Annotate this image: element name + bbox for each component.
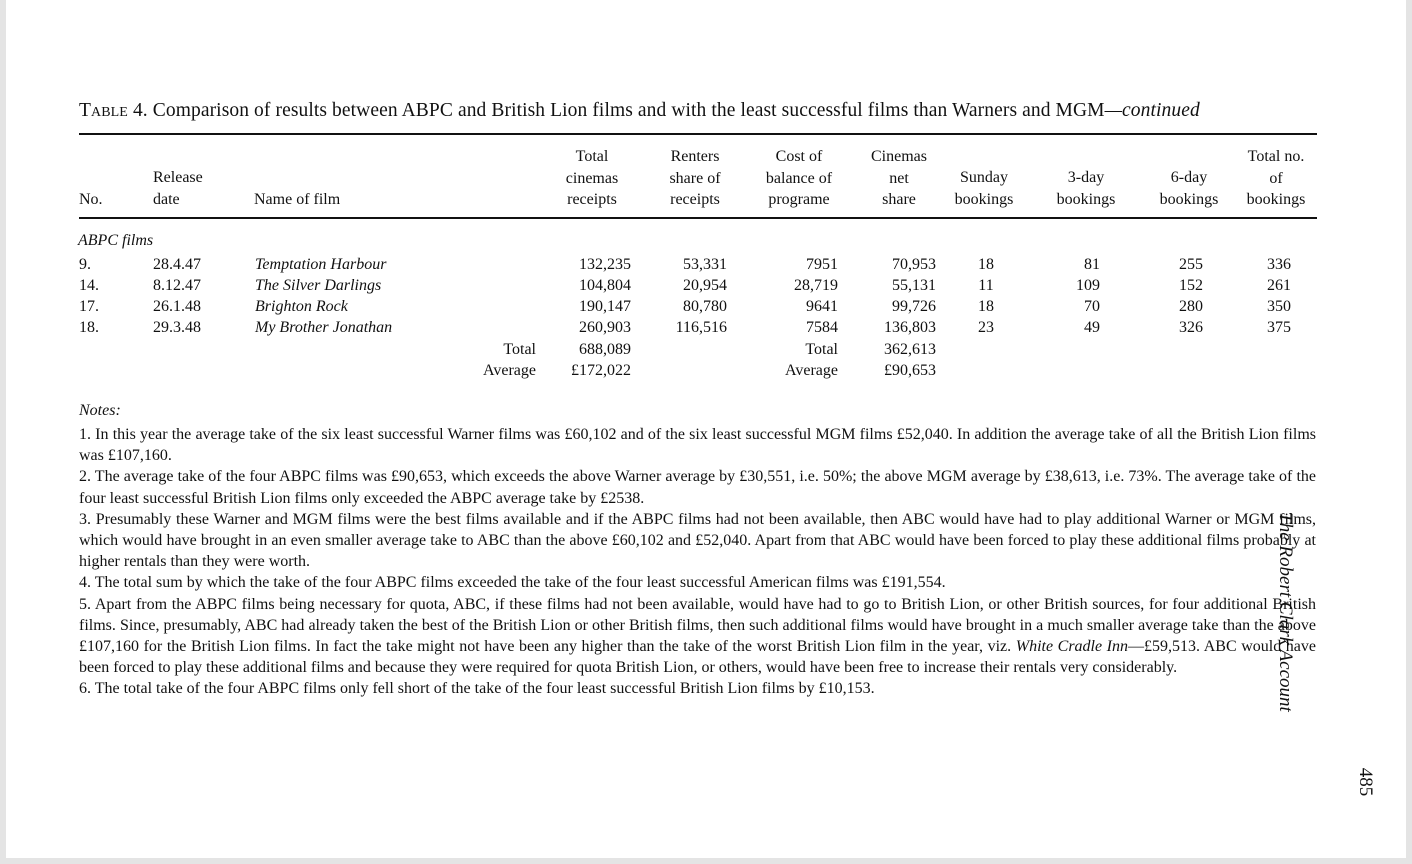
average-row xyxy=(6,360,1406,381)
cell-total-cinemas: 132,235 xyxy=(579,256,631,273)
col-header-no: No. xyxy=(79,191,103,208)
cell-sunday: 11 xyxy=(978,277,994,294)
cell-renters-share: 116,516 xyxy=(675,319,727,336)
col-header-release-date: Release date xyxy=(153,169,203,208)
average-label-2: Average xyxy=(785,362,838,379)
cell-no: 9. xyxy=(79,256,91,273)
cell-release-date: 8.12.47 xyxy=(153,277,201,294)
col-header-cinemas-net: Cinemas net share xyxy=(871,148,927,208)
cell-3day: 109 xyxy=(1076,277,1100,294)
total-row xyxy=(6,339,1406,360)
cell-sunday: 18 xyxy=(978,298,994,315)
cell-renters-share: 80,780 xyxy=(683,298,727,315)
total-label-2: Total xyxy=(805,341,838,358)
col-header-renters-share: Renters share of receipts xyxy=(669,148,721,208)
note-2: 2. The average take of the four ABPC films was £90,653, which exceeds the above Warner average by £30,551, i.e. 50%; the above MGM average by £38,613, i.e. 73%. The average take of the four least successful British Lion films only exceeded the ABPC average take by £2538. xyxy=(79,468,1316,507)
cell-no: 18. xyxy=(79,319,99,336)
table-row xyxy=(6,296,1406,317)
cell-total-cinemas: 260,903 xyxy=(579,319,631,336)
document-page xyxy=(6,0,1406,858)
cell-release-date: 29.3.48 xyxy=(153,319,201,336)
cell-release-date: 26.1.48 xyxy=(153,298,201,315)
cell-total-cinemas: 190,147 xyxy=(579,298,631,315)
note-3: 3. Presumably these Warner and MGM films were the best films available and if the ABPC films had not been available, then ABC would have had to play additional Warner or MGM films, which would have brought in an even smaller average take to ABC than the above £60,102 and £52,040. Apart from that ABC would have been forced to play these additional films probably at higher rentals than they were worth. xyxy=(79,510,1316,571)
average-label: Average xyxy=(483,362,536,379)
section-label: ABPC films xyxy=(78,232,154,249)
cell-6day: 280 xyxy=(1179,298,1203,315)
note-5-film-title: White Cradle Inn xyxy=(1015,638,1129,656)
running-head: The Robert Clark Account xyxy=(1275,512,1296,712)
cell-total-bookings: 350 xyxy=(1267,298,1291,315)
table-row xyxy=(6,254,1406,275)
table-row xyxy=(6,317,1406,338)
cell-film-name: My Brother Jonathan xyxy=(255,319,393,336)
col-header-sunday: Sunday bookings xyxy=(954,169,1014,208)
col-header-3day: 3-day bookings xyxy=(1056,169,1116,208)
note-5-part-2: —£59,513. ABC would have been forced to play these additional films and because they were required for quota British Lion, or others, would have been free to increase their rentals very considerably. xyxy=(79,638,1317,677)
table-header xyxy=(6,146,1406,214)
col-header-film-name: Name of film xyxy=(254,191,341,208)
cell-6day: 326 xyxy=(1179,319,1203,336)
note-5-part-1: 5. Apart from the ABPC films being necessary for quota, ABC, if these films had not been available, would have had to go to British Lion, or other British sources, for four additional British films. Since, presumably, ABC had already taken the best of the British Lion or other British films, then such additional films would have brought in a much smaller average take than the above £107,160 for the British Lion films. In fact the take might not have been any higher than the take of the worst British Lion film in the year, viz. xyxy=(79,595,1316,656)
cell-release-date: 28.4.47 xyxy=(153,256,201,273)
table-title: Comparison of results between ABPC and British Lion films and with the least successful films than Warners and MGM xyxy=(152,100,1105,121)
cell-total-bookings: 261 xyxy=(1267,277,1291,294)
average-net-share: £90,653 xyxy=(884,362,936,379)
cell-renters-share: 53,331 xyxy=(683,256,727,273)
cell-no: 17. xyxy=(79,298,99,315)
cell-film-name: Brighton Rock xyxy=(255,298,348,315)
table-continued: —continued xyxy=(1104,100,1200,121)
col-header-cost-balance: Cost of balance of programe xyxy=(765,148,833,208)
note-6: 6. The total take of the four ABPC films only fell short of the take of the four least successful British Lion films by £10,153. xyxy=(79,680,875,698)
notes-heading: Notes: xyxy=(79,402,121,419)
total-net-share: 362,613 xyxy=(884,341,936,358)
top-rule xyxy=(79,133,1317,135)
average-cinema-receipts: £172,022 xyxy=(571,362,631,379)
cell-no: 14. xyxy=(79,277,99,294)
page-number: 485 xyxy=(1355,767,1376,797)
cell-renters-share: 20,954 xyxy=(683,277,727,294)
cell-3day: 49 xyxy=(1084,319,1100,336)
table-label: Table 4. xyxy=(79,100,148,121)
col-header-total-bookings: Total no. of bookings xyxy=(1246,148,1306,208)
cell-total-bookings: 375 xyxy=(1267,319,1291,336)
note-5 xyxy=(79,594,1316,679)
cell-film-name: Temptation Harbour xyxy=(255,256,387,273)
cell-total-cinemas: 104,804 xyxy=(579,277,631,294)
cell-3day: 81 xyxy=(1084,256,1100,273)
total-label: Total xyxy=(503,341,536,358)
cell-6day: 152 xyxy=(1179,277,1203,294)
cell-cost-balance: 28,719 xyxy=(794,277,838,294)
cell-film-name: The Silver Darlings xyxy=(255,277,382,294)
note-4: 4. The total sum by which the take of the four ABPC films exceeded the take of the four least successful American films was £191,554. xyxy=(79,574,946,592)
table-caption xyxy=(79,100,1324,122)
total-cinema-receipts: 688,089 xyxy=(579,341,631,358)
cell-net-share: 70,953 xyxy=(892,256,936,273)
cell-sunday: 18 xyxy=(978,256,994,273)
cell-net-share: 55,131 xyxy=(892,277,936,294)
cell-cost-balance: 7951 xyxy=(806,256,838,273)
note-1: 1. In this year the average take of the six least successful Warner films was £60,102 and of the six least successful MGM films £52,040. In addition the average take of all the British Lion films was £107,160. xyxy=(79,426,1316,465)
cell-cost-balance: 9641 xyxy=(806,298,838,315)
cell-sunday: 23 xyxy=(978,319,994,336)
cell-6day: 255 xyxy=(1179,256,1203,273)
cell-cost-balance: 7584 xyxy=(806,319,838,336)
table-row xyxy=(6,275,1406,296)
col-header-6day: 6-day bookings xyxy=(1159,169,1219,208)
col-header-total-cinemas: Total cinemas receipts xyxy=(565,148,619,208)
notes-list xyxy=(79,424,1316,700)
cell-net-share: 136,803 xyxy=(884,319,936,336)
header-rule xyxy=(79,217,1317,219)
cell-3day: 70 xyxy=(1084,298,1100,315)
cell-net-share: 99,726 xyxy=(892,298,936,315)
cell-total-bookings: 336 xyxy=(1267,256,1291,273)
